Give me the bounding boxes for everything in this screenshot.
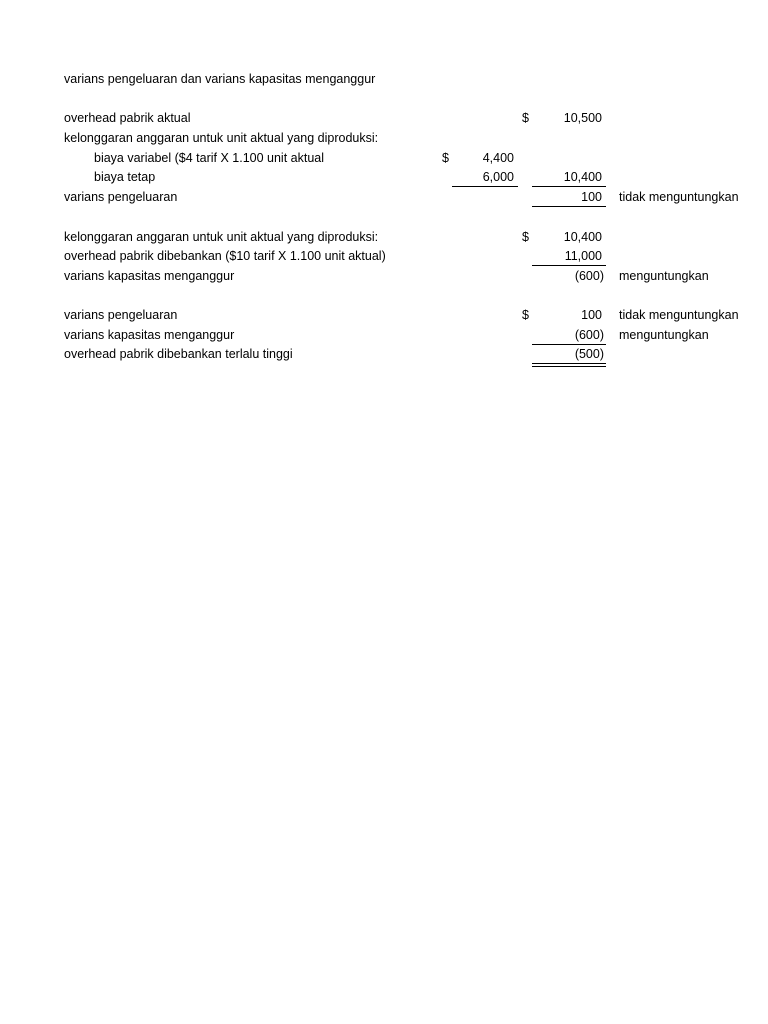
- overapplied-overhead-value: (500): [574, 347, 604, 361]
- spending-variance-note: tidak menguntungkan: [619, 190, 739, 204]
- subtotal-underline: [532, 344, 606, 345]
- total-underline: [532, 206, 606, 207]
- budget-allowance-currency: $: [522, 230, 529, 244]
- spending-variance-value: 100: [581, 190, 602, 204]
- idle-capacity-variance-note: menguntungkan: [619, 269, 709, 283]
- budget-allowance-value: 10,400: [563, 230, 602, 244]
- actual-overhead-value: 10,500: [563, 111, 602, 125]
- double-underline: [532, 366, 606, 367]
- fixed-cost-value: 6,000: [482, 170, 514, 184]
- spending-variance-label: varians pengeluaran: [64, 308, 178, 322]
- idle-capacity-variance-label: varians kapasitas menganggur: [64, 269, 235, 283]
- double-underline: [532, 363, 606, 364]
- fixed-cost-label: biaya tetap: [94, 170, 156, 184]
- variable-cost-label: biaya variabel ($4 tarif X 1.100 unit aktual: [94, 151, 324, 165]
- applied-overhead-label: overhead pabrik dibebankan ($10 tarif X 1.100 unit aktual): [64, 249, 386, 263]
- overapplied-overhead-label: overhead pabrik dibebankan terlalu tinggi: [64, 347, 293, 361]
- idle-capacity-variance-value: (600): [574, 269, 604, 283]
- spending-variance-note: tidak menguntungkan: [619, 308, 739, 322]
- idle-capacity-variance-value: (600): [574, 328, 604, 342]
- sheet-title: varians pengeluaran dan varians kapasitas menganggur: [64, 72, 376, 86]
- variable-cost-value: 4,400: [482, 151, 514, 165]
- budget-allowance-label: kelonggaran anggaran untuk unit aktual yang diproduksi:: [64, 131, 379, 145]
- spending-variance-value: 100: [581, 308, 602, 322]
- spending-variance-currency: $: [522, 308, 529, 322]
- subtotal-underline: [532, 265, 606, 266]
- subtotal-underline: [452, 186, 518, 187]
- idle-capacity-variance-note: menguntungkan: [619, 328, 709, 342]
- budget-allowance-total: 10,400: [563, 170, 602, 184]
- actual-overhead-label: overhead pabrik aktual: [64, 111, 191, 125]
- idle-capacity-variance-label: varians kapasitas menganggur: [64, 328, 235, 342]
- applied-overhead-value: 11,000: [564, 249, 602, 263]
- subtotal-underline: [532, 186, 606, 187]
- actual-overhead-currency: $: [522, 111, 529, 125]
- spending-variance-label: varians pengeluaran: [64, 190, 178, 204]
- budget-allowance-label: kelonggaran anggaran untuk unit aktual yang diproduksi:: [64, 230, 379, 244]
- variable-cost-currency: $: [442, 151, 449, 165]
